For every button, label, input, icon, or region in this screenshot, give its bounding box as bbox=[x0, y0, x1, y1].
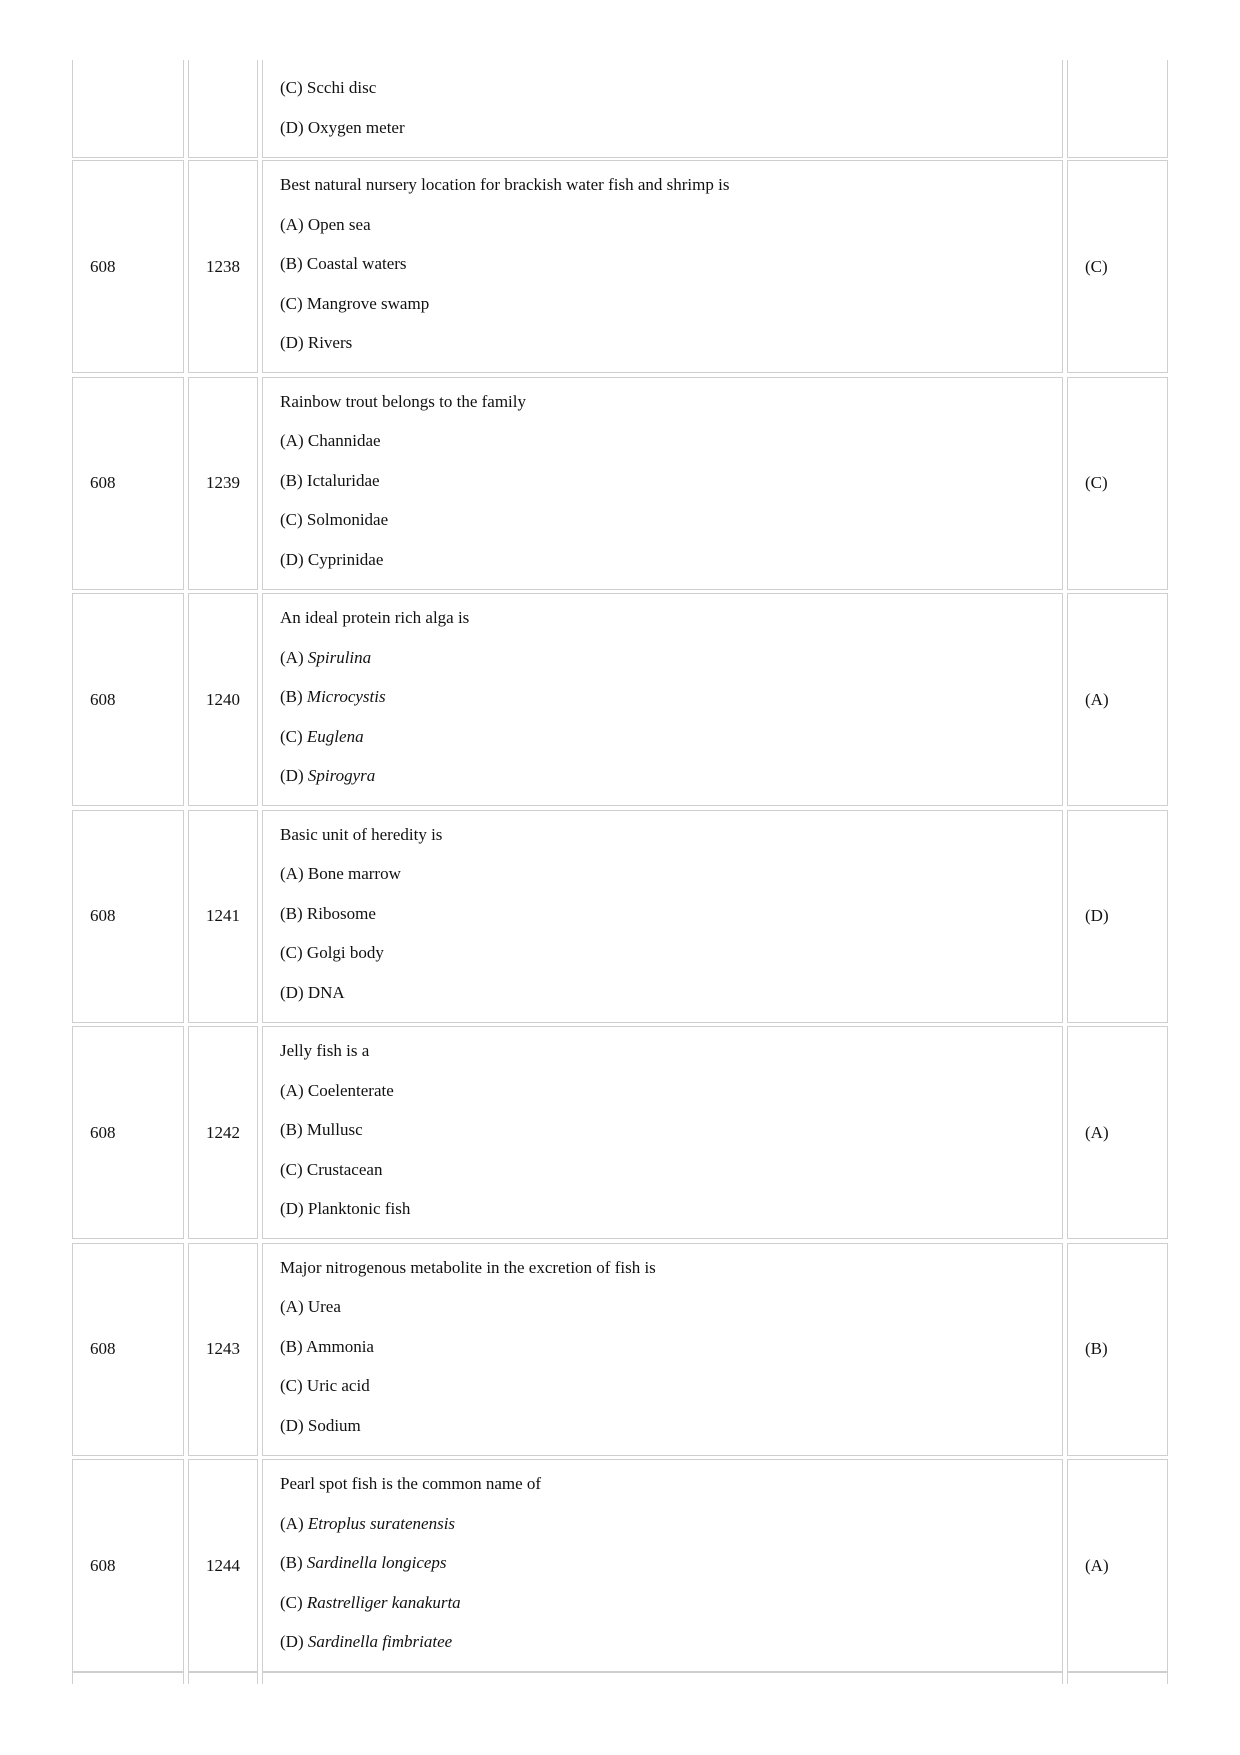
option-prefix: (C) bbox=[280, 943, 307, 962]
option-text: Crustacean bbox=[306, 1159, 383, 1179]
row-number-cell bbox=[72, 1459, 184, 1672]
row-number: 608 bbox=[90, 906, 116, 925]
row-number-cell bbox=[72, 810, 184, 1023]
row-number: 608 bbox=[90, 473, 116, 492]
answer: (A) bbox=[1085, 689, 1109, 709]
option-b bbox=[280, 904, 1052, 924]
option-c bbox=[280, 510, 1052, 530]
option-prefix: (A) bbox=[280, 214, 308, 234]
option-text: Ribosome bbox=[306, 903, 376, 923]
option-prefix: (B) bbox=[280, 1120, 307, 1139]
option-prefix: (C) bbox=[280, 1376, 307, 1395]
row-number: 608 bbox=[90, 689, 116, 709]
option-a bbox=[280, 1297, 1052, 1317]
option-prefix: (C) bbox=[280, 1592, 307, 1612]
option-d bbox=[280, 1632, 1052, 1652]
option-a bbox=[280, 1514, 1052, 1534]
answer-cell bbox=[1067, 1459, 1168, 1672]
question-number: 1242 bbox=[206, 1122, 240, 1142]
option-b bbox=[280, 687, 1052, 707]
option-c bbox=[280, 1376, 1052, 1396]
question-cell bbox=[262, 160, 1063, 373]
option-c bbox=[280, 1160, 1052, 1180]
table-row bbox=[72, 377, 1168, 590]
question-text: Rainbow trout belongs to the family bbox=[280, 391, 526, 411]
option-prefix: (A) bbox=[280, 647, 308, 667]
option-text: Urea bbox=[307, 1297, 341, 1316]
option-b bbox=[280, 1337, 1052, 1357]
answer: (A) bbox=[1085, 1122, 1109, 1142]
option-prefix: (C) bbox=[280, 1159, 307, 1179]
row-number-cell bbox=[72, 160, 184, 373]
answer: (A) bbox=[1085, 1555, 1109, 1575]
question-number-cell bbox=[188, 593, 258, 806]
option-text: Bone marrow bbox=[307, 864, 401, 883]
option-d bbox=[280, 1416, 1052, 1436]
option-prefix: (A) bbox=[280, 864, 308, 883]
option-prefix: (A) bbox=[280, 1080, 308, 1100]
option-prefix: (A) bbox=[280, 1297, 308, 1316]
option-text: Rastrelliger kanakurta bbox=[306, 1592, 461, 1612]
option-text: Ammonia bbox=[305, 1336, 374, 1356]
table-row bbox=[72, 1243, 1168, 1456]
question-number: 1240 bbox=[206, 689, 240, 709]
answer-cell bbox=[1067, 160, 1168, 373]
question-text: Jelly fish is a bbox=[280, 1041, 370, 1060]
option-prefix: (B) bbox=[280, 470, 307, 490]
table-row-next bbox=[72, 1672, 1168, 1684]
option-prefix: (A) bbox=[280, 431, 308, 450]
option-c bbox=[280, 727, 1052, 747]
option-prefix: (D) bbox=[280, 1199, 308, 1218]
table-row bbox=[72, 593, 1168, 806]
question-cell bbox=[262, 1243, 1063, 1456]
row-number: 608 bbox=[90, 1339, 116, 1358]
question-cell bbox=[262, 593, 1063, 806]
option-text: Sardinella longiceps bbox=[306, 1553, 447, 1572]
option-a bbox=[280, 648, 1052, 668]
question-number-cell bbox=[188, 1459, 258, 1672]
option-text: Mullusc bbox=[306, 1120, 363, 1139]
option-prefix: (D) bbox=[280, 549, 308, 569]
question-number-cell bbox=[188, 377, 258, 590]
question-text: Best natural nursery location for brackish water fish and shrimp is bbox=[280, 175, 730, 194]
option-prefix: (D) bbox=[280, 982, 308, 1002]
option-text: Planktonic fish bbox=[307, 1199, 411, 1218]
answer: (D) bbox=[1085, 906, 1109, 925]
option-prefix: (C) bbox=[280, 726, 307, 746]
option-text: Ictaluridae bbox=[306, 470, 380, 490]
question-number-cell bbox=[188, 60, 258, 158]
option-prefix: (D) bbox=[280, 1632, 308, 1651]
option-b bbox=[280, 254, 1052, 274]
question-number: 1244 bbox=[206, 1555, 240, 1575]
option-text: Mangrove swamp bbox=[306, 293, 430, 313]
option-prefix: (C) bbox=[280, 510, 307, 529]
option-text: Euglena bbox=[306, 726, 364, 746]
option-prefix: (C) bbox=[280, 293, 307, 313]
answer-cell bbox=[1067, 60, 1168, 158]
option-text: Solmonidae bbox=[306, 510, 389, 529]
option-text: Channidae bbox=[307, 431, 381, 450]
option-prefix: (D) bbox=[280, 333, 308, 352]
row-number-cell bbox=[72, 377, 184, 590]
option-prefix: (A) bbox=[280, 1513, 308, 1533]
option-d bbox=[280, 1199, 1052, 1219]
option-a bbox=[280, 431, 1052, 451]
question-cell bbox=[262, 1672, 1063, 1684]
option-a bbox=[280, 1081, 1052, 1101]
option-c bbox=[280, 943, 1052, 963]
question-cell bbox=[262, 1459, 1063, 1672]
table-row-continued bbox=[72, 60, 1168, 158]
option-d: (D) Oxygen meter bbox=[280, 117, 405, 137]
option-text: Rivers bbox=[307, 333, 353, 352]
question-text: Major nitrogenous metabolite in the excretion of fish is bbox=[280, 1257, 656, 1277]
question-cell bbox=[262, 60, 1063, 158]
table-row bbox=[72, 810, 1168, 1023]
option-text: Spirulina bbox=[307, 647, 372, 667]
table-row bbox=[72, 1459, 1168, 1672]
option-a bbox=[280, 215, 1052, 235]
option-text: Coastal waters bbox=[306, 254, 407, 273]
option-b bbox=[280, 471, 1052, 491]
table-row bbox=[72, 160, 1168, 373]
option-a bbox=[280, 864, 1052, 884]
option-c: (C) Scchi disc bbox=[280, 78, 377, 97]
row-number: 608 bbox=[90, 1122, 116, 1142]
question-number: 1241 bbox=[206, 906, 240, 925]
row-number: 608 bbox=[90, 256, 116, 276]
answer: (C) bbox=[1085, 256, 1108, 276]
option-text: DNA bbox=[307, 982, 345, 1002]
option-b bbox=[280, 1120, 1052, 1140]
question-number-cell bbox=[188, 1026, 258, 1239]
option-text: Uric acid bbox=[306, 1376, 370, 1395]
option-prefix: (B) bbox=[280, 1553, 307, 1572]
answer-cell bbox=[1067, 593, 1168, 806]
question-number: 1243 bbox=[206, 1339, 240, 1358]
option-prefix: (D) bbox=[280, 766, 308, 785]
answer: (B) bbox=[1085, 1339, 1108, 1358]
question-cell bbox=[262, 1026, 1063, 1239]
question-cell bbox=[262, 377, 1063, 590]
option-text: Sodium bbox=[307, 1415, 361, 1435]
answer: (C) bbox=[1085, 473, 1108, 492]
option-d bbox=[280, 333, 1052, 353]
option-prefix: (B) bbox=[280, 903, 307, 923]
question-number-cell bbox=[188, 810, 258, 1023]
option-text: Cyprinidae bbox=[307, 549, 384, 569]
question-number: 1239 bbox=[206, 473, 240, 492]
option-c bbox=[280, 294, 1052, 314]
option-text: Open sea bbox=[307, 214, 371, 234]
option-text: Spirogyra bbox=[307, 766, 376, 785]
question-number-cell bbox=[188, 160, 258, 373]
option-prefix: (B) bbox=[280, 254, 307, 273]
row-number-cell bbox=[72, 1672, 184, 1684]
row-number: 608 bbox=[90, 1555, 116, 1575]
row-number-cell bbox=[72, 1026, 184, 1239]
question-number: 1238 bbox=[206, 256, 240, 276]
answer-cell bbox=[1067, 1672, 1168, 1684]
option-prefix: (B) bbox=[280, 1336, 306, 1356]
option-d bbox=[280, 766, 1052, 786]
option-text: Etroplus suratenensis bbox=[307, 1513, 456, 1533]
row-number-cell bbox=[72, 593, 184, 806]
answer-cell bbox=[1067, 1026, 1168, 1239]
row-number-cell bbox=[72, 1243, 184, 1456]
option-text: Coelenterate bbox=[307, 1080, 394, 1100]
option-prefix: (B) bbox=[280, 687, 307, 706]
question-text: An ideal protein rich alga is bbox=[280, 608, 470, 627]
option-b bbox=[280, 1553, 1052, 1573]
answer-cell bbox=[1067, 810, 1168, 1023]
answer-cell bbox=[1067, 377, 1168, 590]
option-c bbox=[280, 1593, 1052, 1613]
option-prefix: (D) bbox=[280, 1415, 308, 1435]
option-text: Golgi body bbox=[306, 943, 384, 962]
answer-cell bbox=[1067, 1243, 1168, 1456]
option-d bbox=[280, 983, 1052, 1003]
row-number-cell bbox=[72, 60, 184, 158]
question-text: Pearl spot fish is the common name of bbox=[280, 1474, 542, 1493]
table-row bbox=[72, 1026, 1168, 1239]
option-d bbox=[280, 550, 1052, 570]
question-cell bbox=[262, 810, 1063, 1023]
option-text: Sardinella fimbriatee bbox=[307, 1632, 453, 1651]
question-text: Basic unit of heredity is bbox=[280, 824, 443, 844]
question-number-cell bbox=[188, 1243, 258, 1456]
question-number-cell bbox=[188, 1672, 258, 1684]
option-text: Microcystis bbox=[306, 687, 386, 706]
